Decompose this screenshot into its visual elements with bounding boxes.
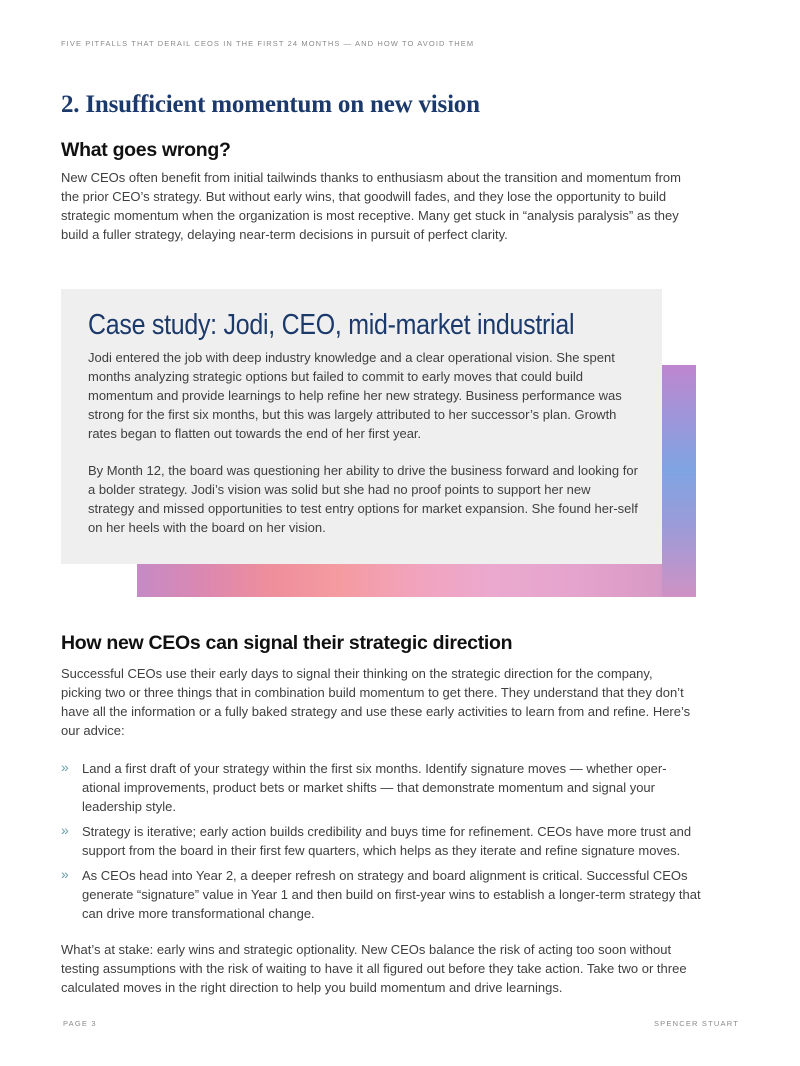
advice-text: Strategy is iterative; early action builds credibility and buys time for refinement. CEOs have more trust and support from the board in their first few quarters, which helps as they iterate and refine signature moves. — [82, 824, 692, 858]
signal-heading: How new CEOs can signal their strategic direction — [61, 632, 513, 654]
case-study-gradient-edge — [662, 365, 696, 597]
advice-item — [61, 759, 701, 816]
bullet-chevron-icon: » — [61, 822, 69, 838]
what-goes-wrong-heading: What goes wrong? — [61, 139, 231, 161]
case-study-title: Case study: Jodi, CEO, mid-market industrial — [88, 309, 575, 341]
page-number: PAGE 3 — [63, 1019, 97, 1028]
brand-name: SPENCER STUART — [653, 1019, 739, 1028]
advice-item — [61, 866, 701, 923]
advice-item — [61, 822, 701, 860]
what-goes-wrong-body: New CEOs often benefit from initial tailwinds thanks to enthusiasm about the transition and momentum from the prior CEO’s strategy. But without early wins, that goodwill fades, and they lose the opportunity to build strategic momentum when the organization is most receptive. Many get stuck in “analysis paralysis” as they build a fuller strategy, delaying near-term decisions in pursuit of perfect clarity. — [61, 170, 681, 242]
signal-intro: Successful CEOs use their early days to signal their thinking on the strategic direction for the company, picking two or three things that in combination build momentum to get there. They understand that they don’t have all the information or a fully baked strategy and use these early activities to learn from and refine. Here’s our advice: — [61, 666, 691, 738]
running-head: FIVE PITFALLS THAT DERAIL CEOS IN THE FIRST 24 MONTHS — AND HOW TO AVOID THEM — [61, 39, 475, 48]
advice-text: As CEOs head into Year 2, a deeper refresh on strategy and board alignment is critical. Successful CEOs generate “signature” value in Year 1 and then build on first-year wins to establish a longer-term strategy that can drive more transformational change. — [82, 868, 701, 921]
advice-text: Land a first draft of your strategy within the first six months. Identify signature moves — whether oper-ational improvements, product bets or market shifts — that demonstrate momentum and signal your leadership style. — [82, 761, 667, 814]
bullet-chevron-icon: » — [61, 759, 69, 775]
case-study-paragraph-1: Jodi entered the job with deep industry knowledge and a clear operational vision. She spent months analyzing strategic options but failed to commit to early moves that could build momentum and provide learnings to help refine her new strategy. Business performance was strong for the first six months, but this was largely attributed to her successor’s plan. Growth rates began to flatten out towards the end of her first year. — [88, 350, 622, 441]
bullet-chevron-icon: » — [61, 866, 69, 882]
closing-paragraph: What’s at stake: early wins and strategic optionality. New CEOs balance the risk of acting too soon without testing assumptions with the risk of waiting to have it all figured out before they take action. Take two or three calculated moves in the right direction to help you build momentum and drive learnings. — [61, 942, 687, 995]
section-title: 2. Insufficient momentum on new vision — [61, 91, 480, 118]
advice-list — [61, 759, 701, 929]
case-study-paragraph-2: By Month 12, the board was questioning her ability to drive the business forward and looking for a bolder strategy. Jodi’s vision was solid but she had no proof points to support her new strategy and missed opportunities to test entry options for market expansion. She found her-self on her heels with the board on her vision. — [88, 463, 638, 535]
